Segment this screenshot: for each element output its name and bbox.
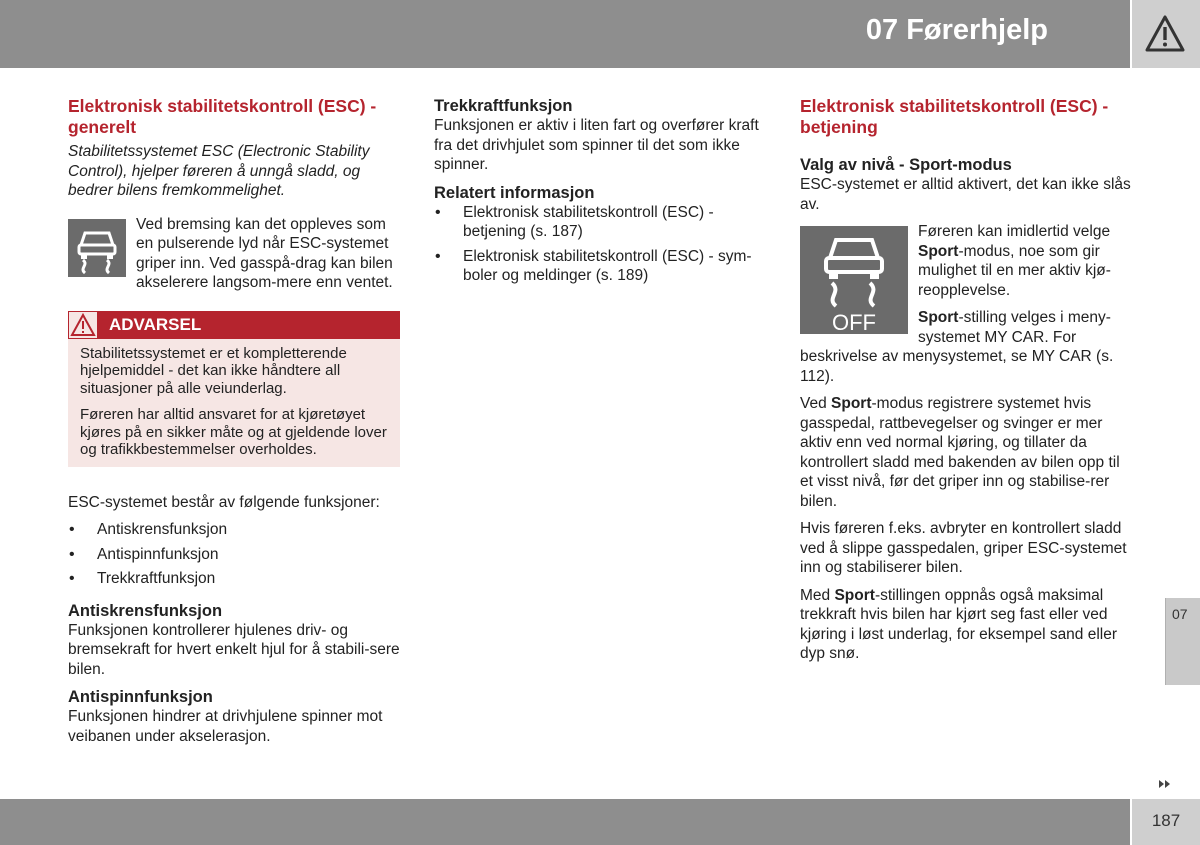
warning-body bbox=[68, 339, 400, 467]
warning-triangle-icon bbox=[1144, 14, 1186, 54]
warning-box bbox=[68, 311, 400, 467]
esc-skid-icon bbox=[68, 219, 126, 277]
chapter-icon-box bbox=[1132, 0, 1200, 68]
esc-off-icon bbox=[800, 226, 908, 334]
chapter-tab[interactable] bbox=[1165, 598, 1200, 685]
functions-list bbox=[68, 520, 400, 589]
chapter-title: 07 Førerhjelp bbox=[865, 14, 1048, 46]
antispin-heading: Antispinnfunksjon bbox=[68, 688, 213, 706]
column-traction bbox=[434, 96, 769, 298]
warning-paragraph: Stabilitetssystemet er et kompletterende hjelpemiddel - det kan ikke håndtere all situasjoner på alle veiunderlag. bbox=[80, 344, 347, 397]
list-item: • Antiskrensfunksjon bbox=[68, 520, 400, 540]
related-link[interactable]: • Elektronisk stabilitetskontroll (ESC) - betjening (s. 187) bbox=[434, 203, 769, 242]
antiskid-text: Funksjonen kontrollerer hjulenes driv- og bremsekraft for hvert enkelt hjul for å stabili-sere bilen. bbox=[68, 621, 400, 678]
antiskid-heading: Antiskrensfunksjon bbox=[68, 601, 223, 620]
related-list bbox=[434, 203, 769, 286]
esc-intro: Stabilitetssystemet ESC (Electronic Stability Control), hjelper føreren å unngå sladd, og bedrer bilens fremkommelighet. bbox=[68, 143, 370, 199]
sport-paragraph: Føreren kan imidlertid velge Sport-modus, noe som gir mulighet til en mer aktiv kjø-reopplevelse. bbox=[918, 223, 1111, 299]
section-title-esc-general: Elektronisk stabilitetskontroll (ESC) - generelt bbox=[68, 96, 377, 137]
sport-intro: ESC-systemet er alltid aktivert, det kan ikke slås av. bbox=[800, 176, 1131, 213]
warning-icon bbox=[68, 311, 98, 339]
traction-text: Funksjonen er aktiv i liten fart og overfører kraft fra det drivhjulet som spinner til det som ikke spinner. bbox=[434, 117, 759, 173]
warning-title: ADVARSEL bbox=[109, 314, 202, 334]
sport-paragraph: Ved Sport-modus registrere systemet hvis gasspedal, rattbevegelser og svinger er mer aktiv enn ved normal kjøring, og tillater da kontrollert sladd med bakenden av bilen opp til et visst nivå, før det griper inn og stabilise-rer bilen. bbox=[800, 395, 1120, 510]
sport-paragraph: Med Sport-stillingen oppnås også maksimal trekkraft hvis bilen har kjørt seg fast eller ved kjøring i løst underlag, for eksempel sand eller dyp snø. bbox=[800, 586, 1118, 662]
traction-heading: Trekkraftfunksjon bbox=[434, 97, 573, 115]
page-number: 187 bbox=[1151, 811, 1181, 830]
page-number-box bbox=[1132, 799, 1200, 845]
section-title-esc-operation: Elektronisk stabilitetskontroll (ESC) - betjening bbox=[800, 96, 1109, 137]
column-esc-general bbox=[68, 96, 400, 754]
functions-intro: ESC-systemet består av følgende funksjoner: bbox=[68, 493, 380, 511]
next-page-arrows-icon[interactable] bbox=[1158, 776, 1172, 794]
braking-note: Ved bremsing kan det oppleves som en pulserende lyd når ESC-systemet griper inn. Ved gasspå-drag kan bilen akselerere langsom-mere enn ventet. bbox=[136, 215, 393, 291]
related-link[interactable]: • Elektronisk stabilitetskontroll (ESC) - sym-boler og meldinger (s. 189) bbox=[434, 247, 769, 286]
off-label: OFF bbox=[832, 309, 876, 335]
footer-bar bbox=[0, 799, 1130, 845]
chapter-header-bar bbox=[0, 0, 1130, 68]
sport-paragraph: Hvis føreren f.eks. avbryter en kontrollert sladd ved å slippe gasspedalen, griper ESC-systemet inn og stabiliserer bilen. bbox=[800, 520, 1127, 576]
list-item: • Trekkraftfunksjon bbox=[68, 569, 400, 589]
antispin-text: Funksjonen hindrer at drivhjulene spinner mot veibanen under akselerasjon. bbox=[68, 708, 383, 745]
chapter-tab-label: 07 bbox=[1172, 606, 1188, 622]
related-heading: Relatert informasjon bbox=[434, 183, 595, 202]
list-item: • Antispinnfunksjon bbox=[68, 545, 400, 565]
sport-mode-heading: Valg av nivå - Sport-modus bbox=[800, 156, 1012, 174]
warning-paragraph: Føreren har alltid ansvaret for at kjøretøyet kjøres på en sikker måte og at gjeldende lover og trafikkbestemmelser overholdes. bbox=[80, 406, 387, 458]
sport-paragraph: Sport-stilling velges i meny-systemet MY CAR. For beskrivelse av menysystemet, se MY CAR (s. 112). bbox=[800, 309, 1114, 385]
warning-header bbox=[68, 311, 400, 339]
column-esc-operation bbox=[800, 96, 1132, 672]
